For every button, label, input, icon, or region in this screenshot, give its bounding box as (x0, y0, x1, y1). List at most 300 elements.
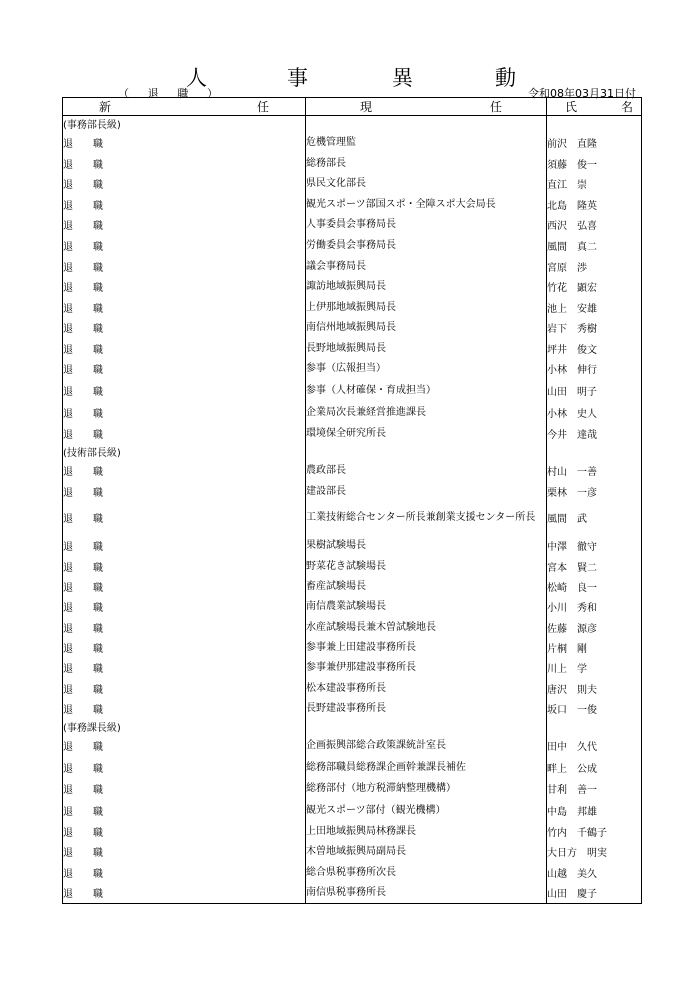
given-name: 邦雄 (577, 806, 597, 818)
retirement-char: 退 (63, 242, 73, 253)
current-post-cell (306, 173, 547, 194)
column-header-current-post (306, 98, 547, 116)
retirement-char: 職 (93, 344, 103, 356)
section-heading: (技術部長級) (63, 448, 121, 459)
retirement-char: 職 (93, 283, 103, 294)
retirement-char: 退 (63, 324, 73, 335)
retirement-char: 退 (63, 888, 73, 900)
name-cell (547, 719, 642, 734)
retirement-char: 退 (63, 603, 73, 614)
table-row (63, 256, 642, 276)
current-post: 参事（人材確保・育成担当） (306, 385, 436, 396)
current-post-cell (306, 657, 547, 678)
family-name: 山田 (547, 888, 567, 900)
retirement-char: 退 (63, 643, 73, 655)
family-name: 宮原 (547, 262, 567, 274)
current-post: 農政部長 (306, 464, 346, 476)
current-post-cell (306, 757, 547, 777)
name-cell (547, 841, 642, 862)
retirement-char: 職 (93, 763, 103, 775)
table-row (63, 402, 642, 423)
new-post-cell (63, 576, 306, 596)
new-post-cell (63, 358, 306, 379)
table-row (63, 841, 642, 862)
family-name: 畔上 (547, 763, 567, 775)
retirement-char: 退 (63, 159, 73, 171)
current-post: 県民文化部長 (306, 178, 366, 189)
given-name: 伸行 (577, 365, 597, 376)
retirement-char: 職 (93, 603, 103, 614)
name-cell (547, 734, 642, 757)
given-name: 渉 (577, 262, 587, 274)
table-row (63, 214, 642, 235)
retirement-char: 退 (63, 664, 73, 675)
current-post-cell (306, 556, 547, 576)
table-row (63, 317, 642, 338)
retirement-char: 職 (93, 180, 103, 191)
given-name: 秀樹 (577, 324, 597, 335)
table-row (63, 678, 642, 698)
family-name: 風間 (547, 514, 567, 525)
table-row (63, 276, 642, 297)
personnel-table (62, 97, 642, 904)
table-row (63, 657, 642, 678)
given-name: 弘喜 (577, 221, 597, 232)
family-name: 今井 (547, 430, 567, 441)
retirement-char: 退 (63, 705, 73, 716)
name-cell (547, 678, 642, 698)
name-cell (547, 777, 642, 799)
table-row (63, 235, 642, 256)
current-post: 上伊那地域振興局長 (306, 301, 396, 313)
given-name: 千鶴子 (577, 827, 607, 839)
new-post-cell (63, 402, 306, 423)
family-name: 片桐 (547, 643, 567, 655)
family-name: 前沢 (547, 138, 567, 150)
name-cell (547, 402, 642, 423)
table-row (63, 862, 642, 882)
retirement-char: 職 (93, 541, 103, 553)
retirement-char: 退 (63, 387, 73, 398)
given-name: 学 (577, 664, 587, 675)
family-name: 松崎 (547, 582, 567, 594)
subtitle-char: 職 (177, 87, 189, 100)
name-cell (547, 153, 642, 173)
new-post-cell (63, 338, 306, 358)
family-name: 北島 (547, 200, 567, 212)
name-cell (547, 882, 642, 903)
new-post-cell (63, 153, 306, 173)
retirement-char: 退 (63, 283, 73, 294)
new-post-cell (63, 256, 306, 276)
current-post-cell (306, 358, 547, 379)
new-post-cell (63, 534, 306, 556)
retirement-char: 退 (63, 487, 73, 499)
current-post-cell (306, 576, 547, 596)
table-row (63, 757, 642, 777)
given-name: 隆英 (577, 200, 597, 212)
current-post-cell (306, 131, 547, 153)
retirement-char: 退 (63, 827, 73, 839)
family-name: 大日方 (547, 848, 577, 859)
new-post-cell (63, 481, 306, 501)
retirement-char: 退 (63, 541, 73, 553)
table-row (63, 131, 642, 153)
new-post-cell (63, 276, 306, 297)
family-name: 栗林 (547, 487, 567, 499)
name-cell (547, 576, 642, 596)
retirement-char: 退 (63, 344, 73, 356)
header-row (63, 98, 642, 116)
current-post: 労働委員会事務局長 (306, 240, 396, 251)
title-char: 人 (186, 66, 207, 90)
family-name: 山越 (547, 868, 567, 880)
column-header-char: 任 (256, 100, 269, 114)
given-name: 賢二 (577, 562, 597, 574)
current-post-cell (306, 678, 547, 698)
name-cell (547, 637, 642, 657)
table-row (63, 423, 642, 444)
name-cell (547, 556, 642, 576)
family-name: 池上 (547, 303, 567, 315)
subtitle-char: ） (206, 87, 218, 100)
section-heading-row (63, 444, 642, 459)
current-post: 議会事務局長 (306, 260, 366, 272)
table-row (63, 173, 642, 194)
family-name: 宮本 (547, 562, 567, 574)
family-name: 田中 (547, 742, 567, 753)
retirement-char: 職 (93, 623, 103, 635)
retirement-char: 職 (93, 262, 103, 274)
retirement-char: 職 (93, 514, 103, 525)
current-post-cell (306, 402, 547, 423)
retirement-char: 職 (93, 303, 103, 315)
table-row (63, 358, 642, 379)
retirement-char: 職 (93, 868, 103, 880)
new-post-cell (63, 637, 306, 657)
current-post-cell (306, 317, 547, 338)
new-post-cell (63, 297, 306, 317)
new-post-cell (63, 777, 306, 799)
given-name: 徹守 (577, 541, 597, 553)
new-post-cell (63, 379, 306, 402)
name-cell (547, 194, 642, 214)
retirement-char: 退 (63, 514, 73, 525)
new-post-cell (63, 799, 306, 821)
name-cell (547, 481, 642, 501)
name-cell (547, 358, 642, 379)
current-post: 果樹試験場長 (306, 539, 366, 551)
name-cell (547, 698, 642, 719)
name-cell (547, 256, 642, 276)
effective-date: 令和08年03月31日付 (528, 87, 636, 100)
retirement-char: 職 (93, 138, 103, 150)
retirement-char: 退 (63, 763, 73, 775)
family-name: 岩下 (547, 324, 567, 335)
name-cell (547, 297, 642, 317)
retirement-char: 職 (93, 562, 103, 574)
name-cell (547, 214, 642, 235)
given-name: 則夫 (577, 684, 597, 696)
title-char: 事 (287, 66, 308, 90)
retirement-char: 退 (63, 303, 73, 315)
subtitle-char: （ (118, 87, 129, 100)
new-post-cell (63, 501, 306, 534)
given-name: 美久 (577, 868, 597, 880)
current-post-cell (306, 194, 547, 214)
name-cell (547, 338, 642, 358)
given-name: 善一 (577, 784, 597, 796)
new-post-cell (63, 459, 306, 481)
table-row (63, 534, 642, 556)
table-row (63, 734, 642, 757)
retirement-char: 退 (63, 848, 73, 859)
current-post-cell (306, 617, 547, 637)
new-post-cell (63, 657, 306, 678)
current-post: 長野地域振興局長 (306, 342, 386, 354)
current-post-cell (306, 637, 547, 657)
current-post-cell (306, 379, 547, 402)
current-post-cell (306, 698, 547, 719)
current-post: 南信州地域振興局長 (306, 322, 396, 333)
retirement-char: 職 (93, 643, 103, 655)
family-name: 中澤 (547, 541, 567, 553)
given-name: 崇 (577, 180, 587, 191)
retirement-char: 退 (63, 582, 73, 594)
current-post: 総務部職員総務課企画幹兼課長補佐 (306, 761, 466, 773)
given-name: 明実 (587, 848, 607, 859)
given-name: 一彦 (577, 487, 597, 499)
table-row (63, 556, 642, 576)
family-name: 西沢 (547, 221, 567, 232)
retirement-char: 退 (63, 623, 73, 635)
given-name: 武 (577, 514, 587, 525)
given-name: 史人 (577, 409, 597, 420)
table-row (63, 153, 642, 173)
title-char: 異 (392, 66, 413, 90)
table-row (63, 459, 642, 481)
table-body (63, 116, 642, 904)
table-row (63, 637, 642, 657)
current-post: 工業技術総合センター所長兼創業支援センター所長 (306, 512, 536, 523)
retirement-char: 職 (93, 684, 103, 696)
new-post-cell (63, 194, 306, 214)
given-name: 顕宏 (577, 283, 597, 294)
section-heading-cell (63, 444, 306, 459)
family-name: 佐藤 (547, 623, 567, 635)
current-post: 参事兼伊那建設事務所長 (306, 662, 416, 673)
current-post: 松本建設事務所長 (306, 682, 386, 694)
current-post: 上田地域振興局林務課長 (306, 825, 416, 837)
family-name: 風間 (547, 242, 567, 253)
current-post-cell (306, 841, 547, 862)
current-post-cell (306, 423, 547, 444)
current-post: 南信農業試験場長 (306, 601, 386, 612)
retirement-char: 退 (63, 466, 73, 478)
retirement-char: 退 (63, 430, 73, 441)
name-cell (547, 131, 642, 153)
current-post: 畜産試験場長 (306, 580, 366, 592)
retirement-char: 退 (63, 562, 73, 574)
current-post: 総務部長 (306, 157, 346, 169)
given-name: 剛 (577, 643, 587, 655)
new-post-cell (63, 131, 306, 153)
current-post: 企画振興部総合政策課統計室長 (306, 740, 446, 751)
current-post: 総務部付（地方税滞納整理機構） (306, 782, 456, 794)
current-post-cell (306, 459, 547, 481)
given-name: 秀和 (577, 603, 597, 614)
given-name: 源彦 (577, 623, 597, 635)
family-name: 中島 (547, 806, 567, 818)
current-post-cell (306, 256, 547, 276)
family-name: 坪井 (547, 344, 567, 356)
current-post: 水産試験場長兼木曽試験地長 (306, 621, 436, 633)
family-name: 小林 (547, 409, 567, 420)
family-name: 川上 (547, 664, 567, 675)
current-post: 南信県税事務所長 (306, 886, 386, 898)
current-post: 参事（広報担当） (306, 363, 386, 374)
name-cell (547, 317, 642, 338)
family-name: 小川 (547, 603, 567, 614)
new-post-cell (63, 317, 306, 338)
new-post-cell (63, 173, 306, 194)
current-post: 総合県税事務所次長 (306, 866, 396, 878)
given-name: 公成 (577, 763, 597, 775)
current-post-cell (306, 882, 547, 903)
new-post-cell (63, 678, 306, 698)
retirement-char: 職 (93, 664, 103, 675)
current-post-cell (306, 777, 547, 799)
column-header-char: 氏 (565, 100, 578, 114)
retirement-char: 職 (93, 409, 103, 420)
retirement-char: 職 (93, 221, 103, 232)
current-post: 企業局次長兼経営推進課長 (306, 407, 426, 418)
column-header-char: 名 (620, 100, 633, 114)
current-post-cell (306, 276, 547, 297)
current-post-cell (306, 116, 547, 132)
retirement-char: 退 (63, 138, 73, 150)
retirement-char: 職 (93, 466, 103, 478)
retirement-char: 退 (63, 200, 73, 212)
family-name: 坂口 (547, 705, 567, 716)
retirement-char: 職 (93, 324, 103, 335)
family-name: 村山 (547, 466, 567, 478)
name-cell (547, 459, 642, 481)
table-row (63, 297, 642, 317)
new-post-cell (63, 617, 306, 637)
table-row (63, 379, 642, 402)
table-row (63, 698, 642, 719)
new-post-cell (63, 423, 306, 444)
current-post: 野菜花き試験場長 (306, 560, 386, 572)
retirement-char: 職 (93, 159, 103, 171)
current-post: 人事委員会事務局長 (306, 219, 396, 230)
column-header-char: 任 (489, 100, 502, 114)
retirement-char: 職 (93, 200, 103, 212)
name-cell (547, 116, 642, 132)
table-row (63, 821, 642, 841)
family-name: 唐沢 (547, 684, 567, 696)
given-name: 明子 (577, 387, 597, 398)
name-cell (547, 596, 642, 617)
current-post-cell (306, 534, 547, 556)
current-post: 観光スポーツ部国スポ・全障スポ大会局長 (306, 198, 496, 210)
column-header-name (547, 98, 642, 116)
new-post-cell (63, 556, 306, 576)
column-header-char: 新 (99, 100, 112, 114)
retirement-char: 退 (63, 180, 73, 191)
given-name: 一俊 (577, 705, 597, 716)
given-name: 直隆 (577, 138, 597, 150)
retirement-char: 職 (93, 742, 103, 753)
given-name: 俊文 (577, 344, 597, 356)
current-post: 危機管理監 (306, 136, 356, 148)
title-char: 動 (495, 66, 516, 90)
given-name: 安雄 (577, 303, 597, 315)
new-post-cell (63, 882, 306, 903)
new-post-cell (63, 235, 306, 256)
family-name: 竹花 (547, 283, 567, 294)
new-post-cell (63, 841, 306, 862)
retirement-char: 退 (63, 262, 73, 274)
table-row (63, 777, 642, 799)
subtitle-char: 退 (147, 87, 159, 100)
retirement-char: 退 (63, 868, 73, 880)
current-post-cell (306, 862, 547, 882)
section-heading-row (63, 116, 642, 132)
family-name: 竹内 (547, 827, 567, 839)
retirement-char: 職 (93, 806, 103, 818)
current-post: 参事兼上田建設事務所長 (306, 641, 416, 653)
retirement-char: 職 (93, 784, 103, 796)
current-post-cell (306, 481, 547, 501)
retirement-char: 職 (93, 430, 103, 441)
current-post: 建設部長 (306, 485, 346, 497)
given-name: 一善 (577, 466, 597, 478)
new-post-cell (63, 698, 306, 719)
given-name: 慶子 (577, 888, 597, 900)
current-post: 木曽地域振興局副局長 (306, 846, 406, 857)
given-name: 俊一 (577, 159, 597, 171)
current-post-cell (306, 235, 547, 256)
new-post-cell (63, 757, 306, 777)
new-post-cell (63, 596, 306, 617)
column-header-new-post (63, 98, 306, 116)
retirement-char: 退 (63, 684, 73, 696)
name-cell (547, 799, 642, 821)
column-header-char: 現 (360, 100, 373, 114)
current-post-cell (306, 596, 547, 617)
section-heading-cell (63, 116, 306, 132)
table-row (63, 481, 642, 501)
section-heading-row (63, 719, 642, 734)
current-post-cell (306, 501, 547, 534)
table-row (63, 194, 642, 214)
retirement-char: 退 (63, 221, 73, 232)
current-post-cell (306, 444, 547, 459)
name-cell (547, 657, 642, 678)
new-post-cell (63, 862, 306, 882)
table-row (63, 617, 642, 637)
name-cell (547, 276, 642, 297)
name-cell (547, 423, 642, 444)
name-cell (547, 235, 642, 256)
family-name: 直江 (547, 180, 567, 191)
family-name: 山田 (547, 387, 567, 398)
current-post-cell (306, 153, 547, 173)
given-name: 達哉 (577, 430, 597, 441)
retirement-char: 職 (93, 848, 103, 859)
